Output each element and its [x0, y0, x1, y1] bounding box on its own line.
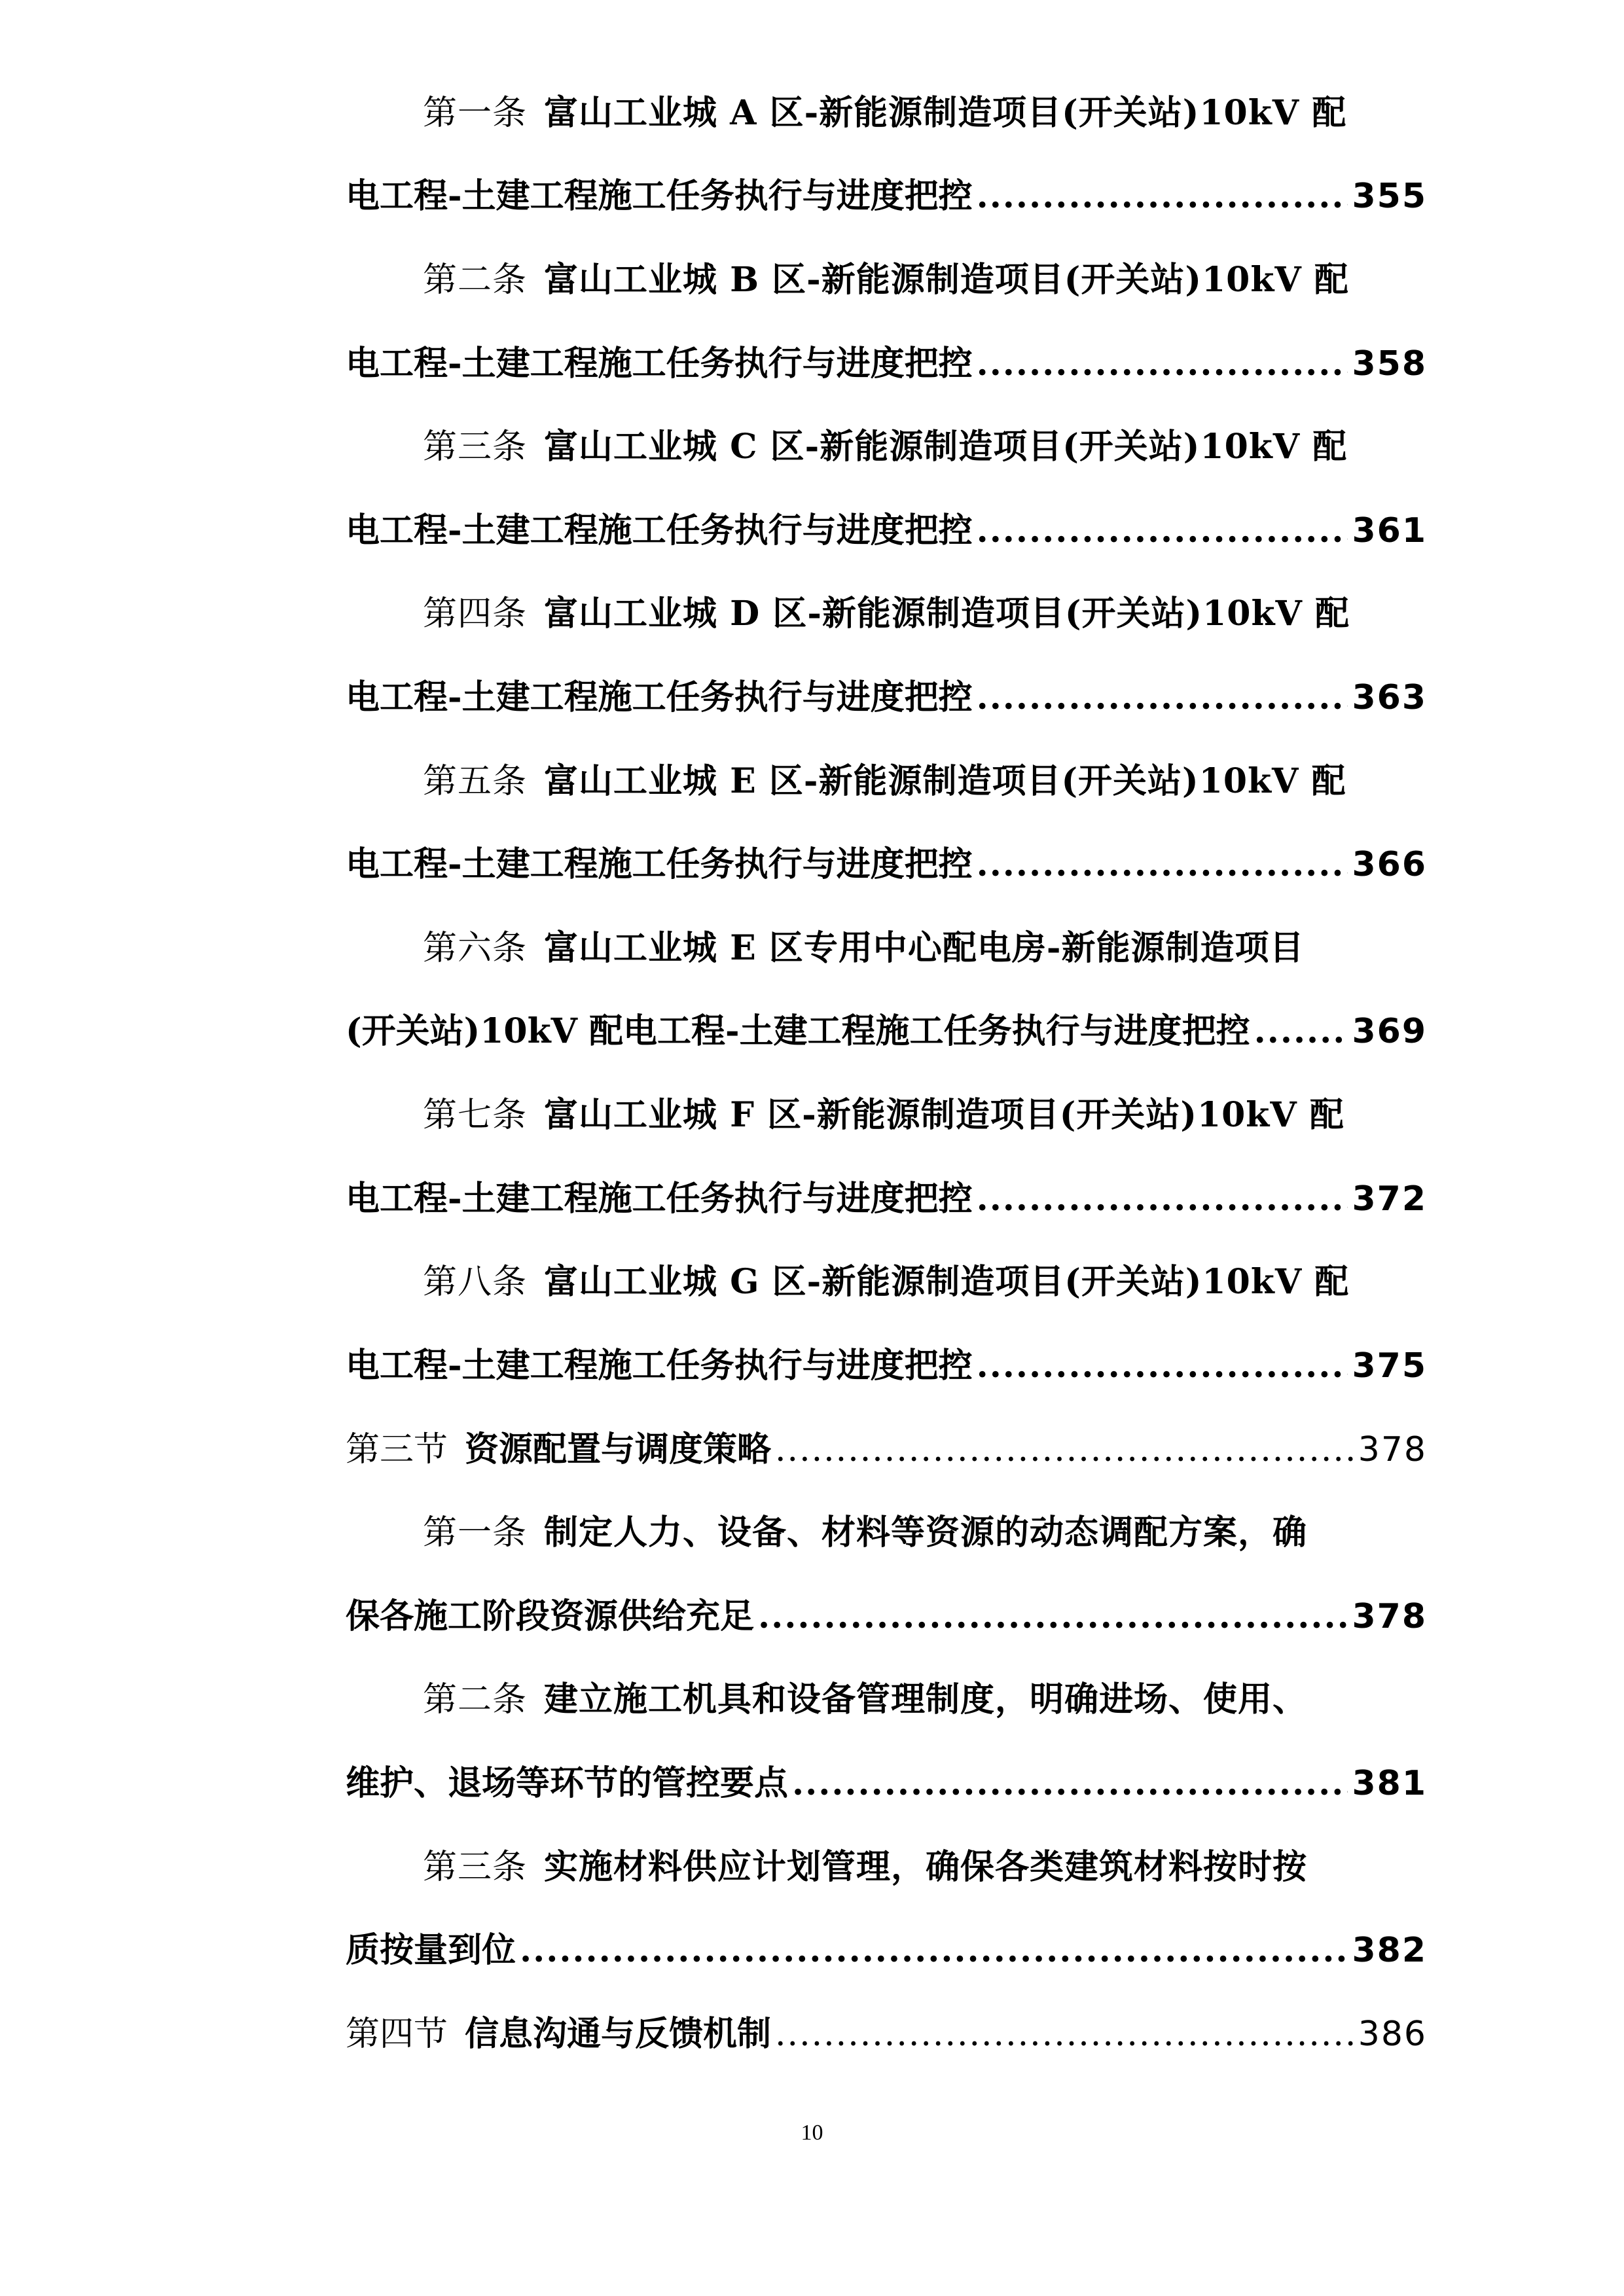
toc-entry-continuation[interactable]: [346, 1002, 1427, 1061]
dot-leader: [758, 1587, 1348, 1646]
entry-title: 富山工业城 F 区-新能源制造项目(开关站)10kV 配: [544, 1095, 1344, 1135]
toc-entry-heading[interactable]: [423, 919, 1427, 978]
page-number: 363: [1352, 678, 1427, 717]
entry-title: 制定人力、设备、材料等资源的动态调配方案，确: [544, 1513, 1308, 1552]
entry-title: 富山工业城 E 区-新能源制造项目(开关站)10kV 配: [544, 761, 1346, 801]
dot-leader: [977, 835, 1348, 894]
entry-title: 富山工业城 D 区-新能源制造项目(开关站)10kV 配: [544, 594, 1350, 634]
dot-leader: [1254, 1002, 1348, 1061]
page-number: 372: [1352, 1179, 1427, 1219]
article-label: 第二条: [423, 260, 528, 300]
article-label: 第六条: [423, 929, 528, 968]
article-label: 第五条: [423, 762, 528, 801]
entry-title: 富山工业城 B 区-新能源制造项目(开关站)10kV 配: [544, 260, 1349, 300]
page-number: 378: [1358, 1430, 1427, 1469]
toc-entry-continuation[interactable]: [346, 1754, 1427, 1813]
section-label: 第三节: [346, 1430, 448, 1469]
page-number: 355: [1352, 177, 1427, 216]
dot-leader: [977, 501, 1348, 560]
entry-title-continued: (开关站)10kV 配电工程-土建工程施工任务执行与进度把控: [346, 1011, 1250, 1051]
toc-entry-heading[interactable]: [423, 1086, 1427, 1145]
section-label: 第四节: [346, 2015, 448, 2054]
section-title: 信息沟通与反馈机制: [465, 2014, 772, 2054]
article-label: 第一条: [423, 94, 528, 133]
dot-leader: [977, 668, 1348, 727]
toc-entry-heading[interactable]: [423, 84, 1427, 143]
dot-leader: [520, 1921, 1348, 1980]
toc-entry-continuation[interactable]: [346, 1336, 1427, 1395]
dot-leader: [977, 334, 1348, 393]
page-footer-number: 10: [801, 2121, 823, 2145]
dot-leader: [775, 1420, 1354, 1479]
toc-entry-continuation[interactable]: [346, 835, 1427, 894]
entry-title: 建立施工机具和设备管理制度，明确进场、使用、: [544, 1679, 1308, 1719]
entry-title-continued: 电工程-土建工程施工任务执行与进度把控: [346, 677, 973, 717]
page-number: 366: [1352, 845, 1427, 884]
page-number: 378: [1352, 1597, 1427, 1636]
article-label: 第七条: [423, 1096, 528, 1135]
toc-entry-continuation[interactable]: [346, 167, 1427, 226]
toc-section-entry[interactable]: [346, 2005, 1427, 2064]
entry-title-continued: 电工程-土建工程施工任务执行与进度把控: [346, 1346, 973, 1386]
toc-entry-continuation[interactable]: [346, 1170, 1427, 1229]
article-label: 第二条: [423, 1680, 528, 1719]
page-number: 361: [1352, 511, 1427, 550]
dot-leader: [775, 2005, 1354, 2064]
toc-entry-continuation[interactable]: [346, 501, 1427, 560]
section-title: 资源配置与调度策略: [465, 1429, 772, 1469]
entry-title: 富山工业城 G 区-新能源制造项目(开关站)10kV 配: [544, 1262, 1350, 1302]
toc-entry-continuation[interactable]: [346, 668, 1427, 727]
toc-entry-continuation[interactable]: [346, 1921, 1427, 1980]
page-number: 375: [1352, 1346, 1427, 1386]
toc-entry-heading[interactable]: [423, 1503, 1427, 1562]
entry-title-continued: 电工程-土建工程施工任务执行与进度把控: [346, 176, 973, 216]
toc-entry-heading[interactable]: [423, 1670, 1427, 1729]
article-label: 第四条: [423, 594, 528, 634]
page-number: 381: [1352, 1764, 1427, 1803]
page-number: 382: [1352, 1931, 1427, 1970]
toc-entry-heading[interactable]: [423, 1253, 1427, 1312]
toc-entry-heading[interactable]: [423, 251, 1427, 310]
toc-entry-heading[interactable]: [423, 752, 1427, 811]
entry-title: 富山工业城 E 区专用中心配电房-新能源制造项目: [544, 928, 1305, 968]
entry-title-continued: 电工程-土建工程施工任务执行与进度把控: [346, 844, 973, 884]
toc-entry-continuation[interactable]: [346, 1587, 1427, 1646]
dot-leader: [977, 1336, 1348, 1395]
entry-title-continued: 保各施工阶段资源供给充足: [346, 1596, 755, 1636]
entry-title: 实施材料供应计划管理，确保各类建筑材料按时按: [544, 1847, 1308, 1887]
entry-title-continued: 电工程-土建工程施工任务执行与进度把控: [346, 344, 973, 384]
entry-title-continued: 电工程-土建工程施工任务执行与进度把控: [346, 1179, 973, 1219]
entry-title-continued: 电工程-土建工程施工任务执行与进度把控: [346, 511, 973, 550]
page-number: 369: [1352, 1012, 1427, 1051]
toc-entry-heading[interactable]: [423, 1838, 1427, 1897]
article-label: 第三条: [423, 1848, 528, 1887]
article-label: 第一条: [423, 1513, 528, 1552]
page-number: 358: [1352, 344, 1427, 384]
dot-leader: [792, 1754, 1348, 1813]
dot-leader: [977, 1170, 1348, 1229]
entry-title-continued: 维护、退场等环节的管控要点: [346, 1763, 789, 1803]
toc-entry-heading[interactable]: [423, 584, 1427, 643]
article-label: 第三条: [423, 427, 528, 467]
toc-entry-continuation[interactable]: [346, 334, 1427, 393]
article-label: 第八条: [423, 1263, 528, 1302]
entry-title-continued: 质按量到位: [346, 1930, 516, 1970]
entry-title: 富山工业城 A 区-新能源制造项目(开关站)10kV 配: [544, 93, 1347, 133]
entry-title: 富山工业城 C 区-新能源制造项目(开关站)10kV 配: [544, 427, 1348, 467]
dot-leader: [977, 167, 1348, 226]
toc-entry-heading[interactable]: [423, 418, 1427, 476]
toc-section-entry[interactable]: [346, 1420, 1427, 1479]
page-number: 386: [1358, 2015, 1427, 2054]
